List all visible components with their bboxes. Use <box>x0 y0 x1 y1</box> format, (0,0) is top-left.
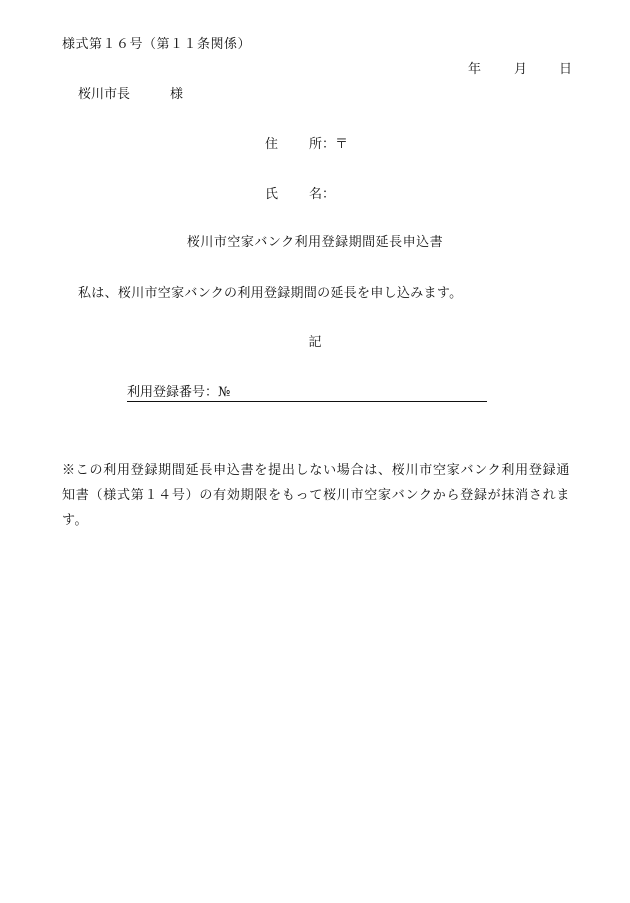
document-title: 桜川市空家バンク利用登録期間延長申込書 <box>186 235 444 250</box>
address-field <box>265 138 348 151</box>
application-statement: 私は、桜川市空家バンクの利用登録期間の延長を申し込みます。 <box>78 286 463 301</box>
address-label-second: 所：〒 <box>309 137 349 152</box>
ki-heading: 記 <box>308 335 322 350</box>
addressee-name: 桜川市長 <box>78 87 131 102</box>
name-label-second: 名： <box>309 187 336 202</box>
notice-text: ※この利用登録期間延長申込書を提出しない場合は、桜川市空家バンク利用登録通知書（様式第１４号）の有効期限をもって桜川市空家バンクから登録が抹消されます。 <box>62 463 570 528</box>
date-line <box>468 63 572 76</box>
addressee <box>78 88 183 101</box>
date-year-label: 年 <box>468 62 482 77</box>
address-label-first: 住 <box>265 137 279 152</box>
date-month-label: 月 <box>514 62 528 77</box>
form-number: 様式第１６号（第１１条関係） <box>62 37 252 52</box>
date-day-label: 日 <box>559 62 573 77</box>
addressee-honorific: 様 <box>170 87 184 102</box>
registration-number-label: 利用登録番号：№ <box>127 385 231 400</box>
registration-number-field <box>127 386 487 402</box>
name-label-first: 氏 <box>265 187 279 202</box>
name-field <box>265 188 335 201</box>
